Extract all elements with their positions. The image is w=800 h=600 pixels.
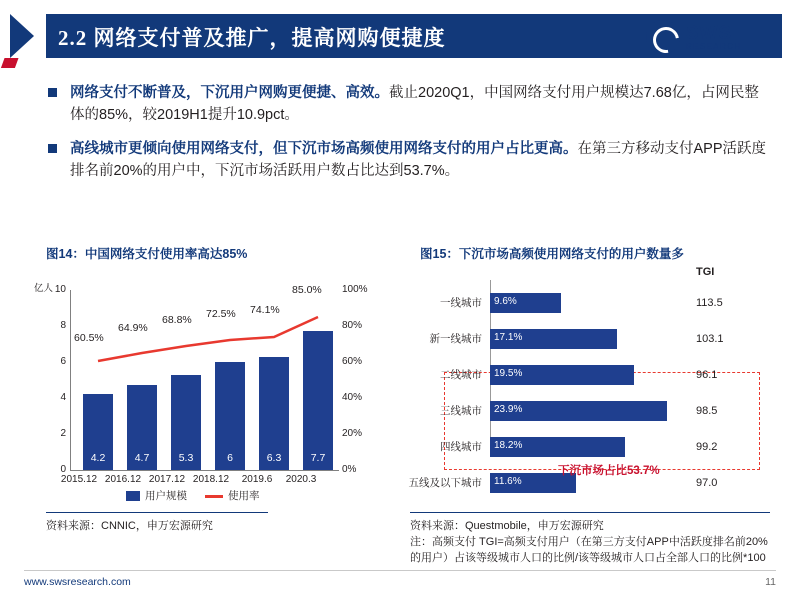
line-value-label: 64.9%: [118, 322, 148, 334]
category-label: 一线城市: [440, 297, 482, 309]
source-divider-left: [46, 512, 268, 513]
footer-page-number: 11: [765, 576, 776, 588]
x-tick-label: 2018.12: [192, 474, 230, 485]
y-tick-left: 0: [60, 464, 66, 475]
bar: [490, 437, 625, 457]
legend-item-line: [205, 488, 260, 503]
category-label: 二线城市: [440, 369, 482, 381]
legend-swatch-icon: [126, 491, 140, 501]
chart-legend-left: [126, 488, 260, 503]
y-tick-left: 6: [60, 356, 66, 367]
y-tick-right: 60%: [342, 356, 363, 367]
bar-row: [410, 400, 770, 422]
bullet-item: [46, 138, 766, 182]
bar: [490, 401, 667, 421]
line-value-label: 74.1%: [250, 304, 280, 316]
sws-logo: [646, 18, 774, 56]
category-label: 新一线城市: [429, 333, 482, 345]
line-value-label: 85.0%: [292, 284, 322, 296]
bar-value-label: 6.3: [266, 452, 282, 464]
bullet-list: [46, 82, 766, 194]
bar-value-label: 7.7: [310, 452, 326, 464]
bar: [490, 365, 634, 385]
x-tick-label: 2016.12: [104, 474, 142, 485]
bar-value-label: 4.2: [90, 452, 106, 464]
category-label: 四线城市: [440, 441, 482, 453]
footer-url[interactable]: www.swsresearch.com: [24, 576, 131, 588]
bullet-square-icon: [48, 88, 57, 97]
source-right-line2: 注：高频支付 TGI=高频支付用户（在第三方支付APP中活跃度排名前20%的用户）占该等级城市人口的比例/该等级城市人口占全部人口的比例*100: [410, 536, 768, 564]
bar-value-label: 4.7: [134, 452, 150, 464]
bar-value-label: 23.9%: [494, 404, 523, 415]
chart-annotation: 下沉市场占比53.7%: [558, 465, 660, 477]
header-notch: [0, 14, 46, 58]
bar: [490, 329, 617, 349]
y-tick-left: 10: [54, 284, 66, 295]
tgi-value: 97.0: [696, 477, 718, 489]
bar-value-label: 19.5%: [494, 368, 523, 379]
category-label: 五线及以下城市: [408, 477, 482, 489]
legend-label: 用户规模: [145, 490, 187, 502]
y-tick-left: 4: [60, 392, 66, 403]
tgi-value: 99.2: [696, 441, 718, 453]
logo-mark-icon: [646, 20, 680, 54]
x-tick-label: 2017.12: [148, 474, 186, 485]
tgi-value: 96.1: [696, 369, 718, 381]
source-right-line1: 资料来源：Questmobile，申万宏源研究: [410, 520, 604, 532]
bullet-text: 截止2020Q1，中国网络支付用户规模达7.68亿，占网民整体的85%，较2019H1提升10.9pct。: [70, 85, 759, 123]
x-tick-label: 2019.6: [241, 474, 273, 485]
bar-value-label: 17.1%: [494, 332, 523, 343]
line-value-label: 60.5%: [74, 332, 104, 344]
bar-row: [410, 292, 770, 314]
legend-item-bar: [126, 488, 187, 503]
category-label: 三线城市: [440, 405, 482, 417]
bullet-item: [46, 82, 766, 126]
plot-area-left: [70, 290, 339, 471]
slide-header: [0, 14, 800, 60]
tgi-value: 103.1: [696, 333, 724, 345]
y-tick-left: 2: [60, 428, 66, 439]
bar: [490, 293, 561, 313]
bullet-text: 在第三方移动支付APP活跃度排名前20%的用户中，下沉市场活跃用户数占比达到53.7%。: [70, 141, 767, 179]
bullet-square-icon: [48, 144, 57, 153]
bar-row: [410, 328, 770, 350]
y-tick-left: 8: [60, 320, 66, 331]
logo-sub-text: RESEARCH: [686, 41, 742, 51]
x-tick-label: 2015.12: [60, 474, 98, 485]
legend-label: 使用率: [228, 490, 260, 502]
tgi-value: 98.5: [696, 405, 718, 417]
bar-value-label: 18.2%: [494, 440, 523, 451]
footer-divider: [24, 570, 776, 571]
tgi-column-header: TGI: [696, 266, 715, 278]
y-tick-right: 40%: [342, 392, 363, 403]
bullet-highlight: 网络支付不断普及，下沉用户网购更便捷、高效。: [70, 85, 389, 101]
y-axis-label-left: 亿人: [34, 283, 54, 294]
chart-left: [26, 266, 386, 516]
chart-right: [410, 266, 780, 516]
usage-rate-line: [71, 290, 339, 470]
line-value-label: 68.8%: [162, 314, 192, 326]
page-title: 2.2 网络支付普及推广，提高网购便捷度: [58, 26, 446, 50]
tgi-value: 113.5: [696, 297, 723, 309]
bar-row: [410, 436, 770, 458]
source-left: 资料来源：CNNIC，申万宏源研究: [46, 520, 213, 532]
y-tick-right: 100%: [342, 284, 368, 295]
logo-main-text: SWS: [686, 22, 733, 44]
source-right: [410, 518, 770, 566]
line-value-label: 72.5%: [206, 308, 236, 320]
legend-line-icon: [205, 495, 223, 498]
bar-value-label: 6: [227, 452, 233, 464]
chart-title-right: 图15：下沉市场高频使用网络支付的用户数量多: [420, 247, 684, 261]
bar-value-label: 9.6%: [494, 296, 517, 307]
source-divider-right: [410, 512, 770, 513]
y-tick-right: 0%: [342, 464, 357, 475]
y-tick-right: 20%: [342, 428, 363, 439]
y-tick-right: 80%: [342, 320, 363, 331]
x-tick-label: 2020.3: [285, 474, 317, 485]
bar-value-label: 5.3: [178, 452, 194, 464]
chart-title-left: 图14：中国网络支付使用率高达85%: [46, 247, 248, 261]
bar-row: [410, 364, 770, 386]
bar-value-label: 11.6%: [494, 476, 522, 487]
bullet-highlight: 高线城市更倾向使用网络支付，但下沉市场高频使用网络支付的用户占比更高。: [70, 141, 578, 157]
